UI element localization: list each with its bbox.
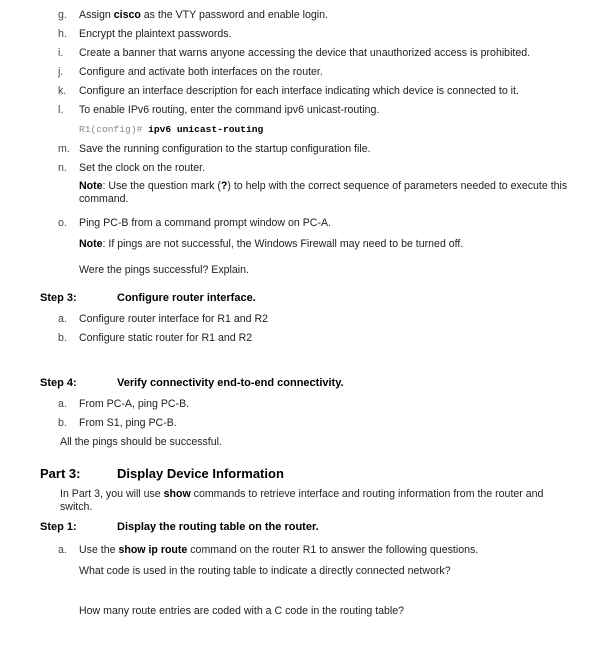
note-label: Note [79,180,103,192]
list-marker: b. [58,332,67,344]
part-label: Part 3: [40,466,81,481]
list-item: Configure router interface for R1 and R2 [79,313,269,325]
list-marker: g. [58,9,67,21]
step-title: Display the routing table on the router. [117,521,319,533]
list-item: Save the running configuration to the startup configuration file. [79,143,371,155]
step-label: Step 3: [40,292,77,304]
note-paragraph: Note: Use the question mark (?) to help with the correct sequence of parameters needed to execute this command. [79,180,568,205]
step-title: Verify connectivity end-to-end connectivity. [117,377,344,389]
summary-text: All the pings should be successful. [60,436,222,448]
list-item: Configure an interface description for each interface indicating which device is connected to it. [79,85,519,97]
list-item: From PC-A, ping PC-B. [79,398,190,410]
part-title: Display Device Information [117,466,284,481]
list-marker: m. [58,143,70,155]
list-marker: o. [58,217,67,229]
step-label: Step 1: [40,521,77,533]
step-label: Step 4: [40,377,77,389]
note-paragraph: Note: If pings are not successful, the Windows Firewall may need to be turned off. [79,238,464,250]
list-marker: l. [58,104,64,116]
list-marker: h. [58,28,67,40]
list-marker: n. [58,162,67,174]
list-item: Configure and activate both interfaces on the router. [79,66,323,78]
list-item: From S1, ping PC-B. [79,417,177,429]
list-marker: a. [58,544,67,556]
code-prompt: R1(config)# [79,124,143,135]
question-text: How many route entries are coded with a C code in the routing table? [79,605,405,617]
code-line [79,124,263,135]
list-item: Set the clock on the router. [79,162,206,174]
list-item: Configure static router for R1 and R2 [79,332,253,344]
list-item: Ping PC-B from a command prompt window on PC-A. [79,217,331,229]
list-marker: a. [58,398,67,410]
step-title: Configure router interface. [117,292,256,304]
list-marker: b. [58,417,67,429]
code-command: ipv6 unicast-routing [148,124,264,135]
list-marker: a. [58,313,67,325]
command-text: show ip route [118,544,188,556]
question-text: Were the pings successful? Explain. [79,264,249,276]
bold-text: cisco [113,9,141,21]
list-item: Encrypt the plaintext passwords. [79,28,232,40]
list-marker: k. [58,85,67,97]
note-label: Note [79,238,103,250]
list-marker: j. [58,66,64,78]
part-intro: In Part 3, you will use show commands to retrieve interface and routing information from the router and switch. [60,488,544,513]
list-marker: i. [58,47,64,59]
question-text: What code is used in the routing table to indicate a directly connected network? [79,565,451,577]
list-item: Use the show ip route command on the router R1 to answer the following questions. [79,544,479,556]
list-item: To enable IPv6 routing, enter the command ipv6 unicast-routing. [79,104,380,116]
list-item: Create a banner that warns anyone accessing the device that unauthorized access is prohibited. [79,47,531,59]
list-item: Assign cisco as the VTY password and enable login. [79,9,328,21]
